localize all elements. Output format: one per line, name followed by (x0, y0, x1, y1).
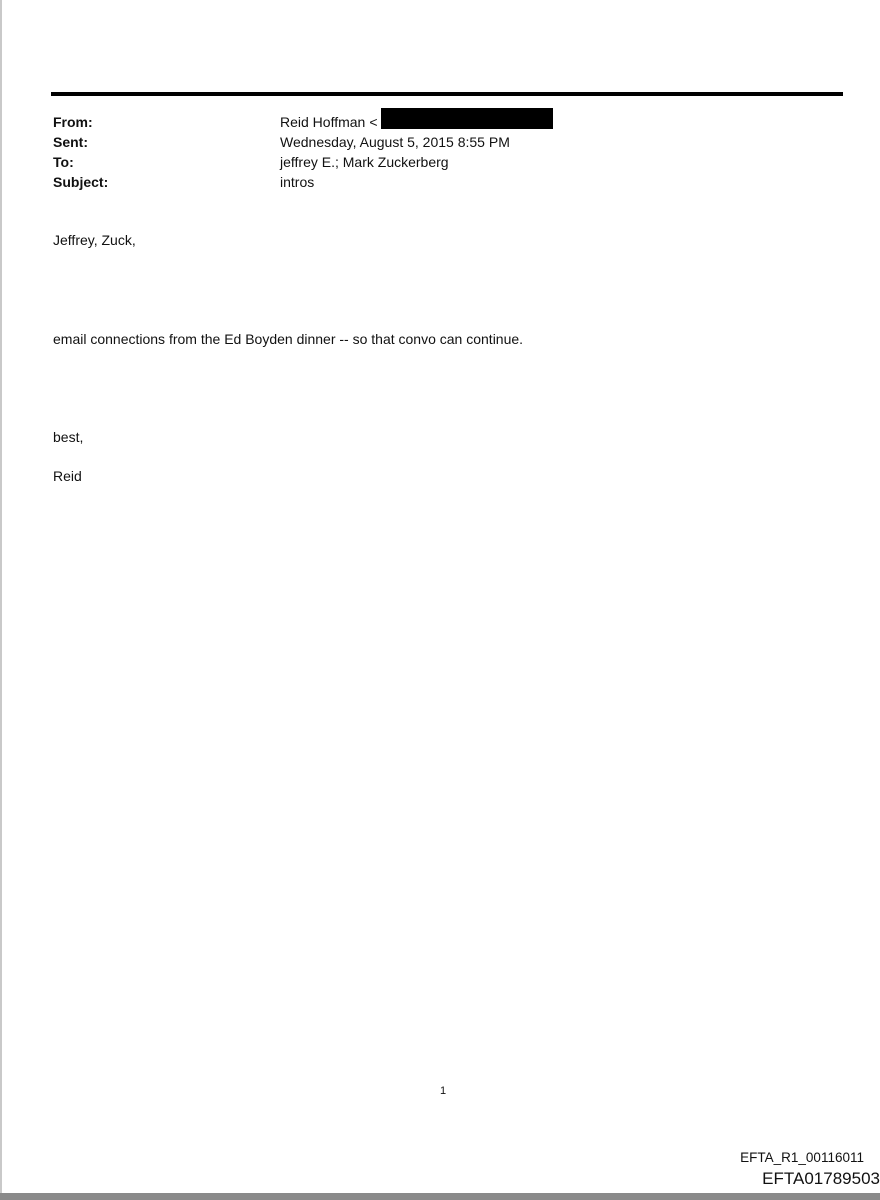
redaction-bar (381, 108, 553, 129)
page-bottom-edge (0, 1193, 880, 1200)
from-value (280, 112, 378, 132)
from-label: From: (53, 114, 93, 130)
subject-row (53, 172, 833, 192)
sent-value: Wednesday, August 5, 2015 8:55 PM (280, 134, 510, 150)
to-row (53, 152, 833, 172)
email-signature: Reid (53, 468, 82, 484)
subject-label: Subject: (53, 174, 109, 190)
subject-value: intros (280, 174, 315, 190)
to-label: To: (53, 154, 74, 170)
email-message: email connections from the Ed Boyden dinner -- so that convo can continue. (53, 331, 524, 347)
document-id-secondary: EFTA01789503 (762, 1169, 880, 1188)
email-greeting: Jeffrey, Zuck, (53, 232, 136, 248)
sent-label: Sent: (53, 134, 88, 150)
header-divider (51, 92, 843, 96)
document-id-primary: EFTA_R1_00116011 (740, 1150, 864, 1165)
page-left-edge (0, 0, 2, 1200)
to-value: jeffrey E.; Mark Zuckerberg (280, 154, 449, 170)
from-email-open-bracket: < (369, 114, 378, 130)
sent-row (53, 132, 833, 152)
email-closing: best, (53, 429, 84, 445)
page-number: 1 (440, 1085, 447, 1097)
from-name: Reid Hoffman (280, 114, 366, 130)
